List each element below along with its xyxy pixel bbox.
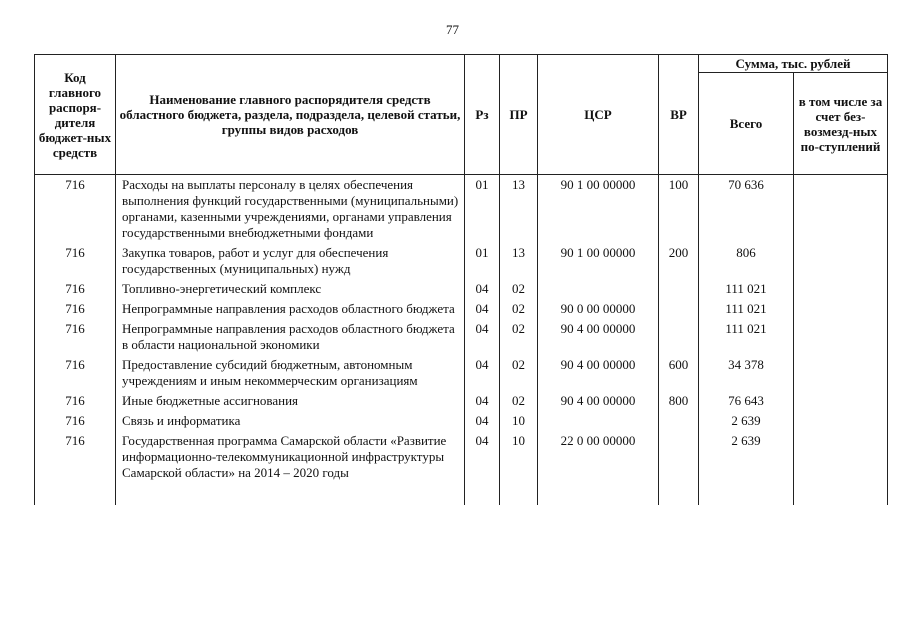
- cell-name: Связь и информатика: [116, 413, 465, 433]
- header-csr: ЦСР: [538, 55, 659, 175]
- cell-incl: [794, 357, 888, 393]
- cell-csr: 90 4 00 00000: [538, 321, 659, 357]
- cell-rz: 04: [465, 321, 500, 357]
- cell-code: 716: [35, 175, 116, 246]
- cell-pr: 10: [500, 413, 538, 433]
- cell-incl: [794, 321, 888, 357]
- cell-pr: 02: [500, 281, 538, 301]
- cell-pr: 02: [500, 301, 538, 321]
- cell-code: 716: [35, 433, 116, 505]
- cell-code: 716: [35, 393, 116, 413]
- cell-csr: 90 1 00 00000: [538, 175, 659, 246]
- table-row: [35, 357, 888, 393]
- cell-code: 716: [35, 245, 116, 281]
- cell-vr: [659, 321, 699, 357]
- cell-rz: 04: [465, 301, 500, 321]
- cell-name: Расходы на выплаты персоналу в целях обеспечения выполнения функций государственными (муниципальными) органами, казенными учреждениями, органами управления государственными внебюджетными фондами: [116, 175, 465, 246]
- cell-csr: 22 0 00 00000: [538, 433, 659, 505]
- cell-pr: 10: [500, 433, 538, 505]
- cell-pr: 02: [500, 393, 538, 413]
- cell-total: 70 636: [699, 175, 794, 246]
- cell-total: 76 643: [699, 393, 794, 413]
- cell-incl: [794, 413, 888, 433]
- cell-vr: 800: [659, 393, 699, 413]
- cell-name: Закупка товаров, работ и услуг для обеспечения государственных (муниципальных) нужд: [116, 245, 465, 281]
- cell-pr: 13: [500, 245, 538, 281]
- cell-csr: 90 1 00 00000: [538, 245, 659, 281]
- cell-code: 716: [35, 321, 116, 357]
- cell-incl: [794, 301, 888, 321]
- table-row: [35, 281, 888, 301]
- cell-total: 34 378: [699, 357, 794, 393]
- table-row: [35, 245, 888, 281]
- cell-code: 716: [35, 357, 116, 393]
- cell-incl: [794, 433, 888, 505]
- cell-rz: 01: [465, 175, 500, 246]
- cell-name: Предоставление субсидий бюджетным, автономным учреждениям и иным некоммерческим организациям: [116, 357, 465, 393]
- cell-total: 111 021: [699, 281, 794, 301]
- cell-vr: [659, 281, 699, 301]
- cell-rz: 01: [465, 245, 500, 281]
- cell-rz: 04: [465, 393, 500, 413]
- cell-csr: 90 4 00 00000: [538, 393, 659, 413]
- cell-vr: [659, 301, 699, 321]
- cell-rz: 04: [465, 281, 500, 301]
- cell-name: Государственная программа Самарской области «Развитие информационно-телекоммуникационной инфраструктуры Самарской области» на 2014 – 2020 годы: [116, 433, 465, 505]
- budget-table: [34, 54, 888, 505]
- table-row: [35, 433, 888, 505]
- cell-incl: [794, 175, 888, 246]
- cell-total: 111 021: [699, 321, 794, 357]
- cell-total: 111 021: [699, 301, 794, 321]
- header-name: Наименование главного распорядителя средств областного бюджета, раздела, подраздела, целевой статьи, группы видов расходов: [116, 55, 465, 175]
- cell-vr: 600: [659, 357, 699, 393]
- header-rz: Рз: [465, 55, 500, 175]
- cell-name: Топливно-энергетический комплекс: [116, 281, 465, 301]
- cell-rz: 04: [465, 413, 500, 433]
- header-total: Всего: [699, 73, 794, 175]
- table-row: [35, 321, 888, 357]
- cell-incl: [794, 281, 888, 301]
- cell-csr: [538, 281, 659, 301]
- cell-total: 806: [699, 245, 794, 281]
- cell-code: 716: [35, 413, 116, 433]
- cell-name: Непрограммные направления расходов областного бюджета в области национальной экономики: [116, 321, 465, 357]
- cell-code: 716: [35, 281, 116, 301]
- header-vr: ВР: [659, 55, 699, 175]
- table-row: [35, 413, 888, 433]
- cell-csr: 90 4 00 00000: [538, 357, 659, 393]
- cell-csr: [538, 413, 659, 433]
- table-row: [35, 175, 888, 246]
- cell-vr: [659, 433, 699, 505]
- cell-csr: 90 0 00 00000: [538, 301, 659, 321]
- cell-vr: [659, 413, 699, 433]
- table-header: [35, 55, 888, 175]
- cell-code: 716: [35, 301, 116, 321]
- page-number: 77: [446, 22, 459, 37]
- cell-pr: 02: [500, 321, 538, 357]
- cell-pr: 13: [500, 175, 538, 246]
- cell-total: 2 639: [699, 413, 794, 433]
- cell-vr: 100: [659, 175, 699, 246]
- cell-pr: 02: [500, 357, 538, 393]
- cell-vr: 200: [659, 245, 699, 281]
- cell-name: Непрограммные направления расходов областного бюджета: [116, 301, 465, 321]
- header-incl: в том числе за счет без-возмезд-ных по-ступлений: [794, 73, 888, 175]
- cell-total: 2 639: [699, 433, 794, 505]
- header-code: Код главного распоря-дителя бюджет-ных средств: [35, 55, 116, 175]
- cell-rz: 04: [465, 433, 500, 505]
- cell-incl: [794, 245, 888, 281]
- header-sum: Сумма, тыс. рублей: [699, 55, 888, 73]
- cell-incl: [794, 393, 888, 413]
- table-body: [35, 175, 888, 506]
- header-pr: ПР: [500, 55, 538, 175]
- cell-name: Иные бюджетные ассигнования: [116, 393, 465, 413]
- cell-rz: 04: [465, 357, 500, 393]
- table-row: [35, 301, 888, 321]
- table-row: [35, 393, 888, 413]
